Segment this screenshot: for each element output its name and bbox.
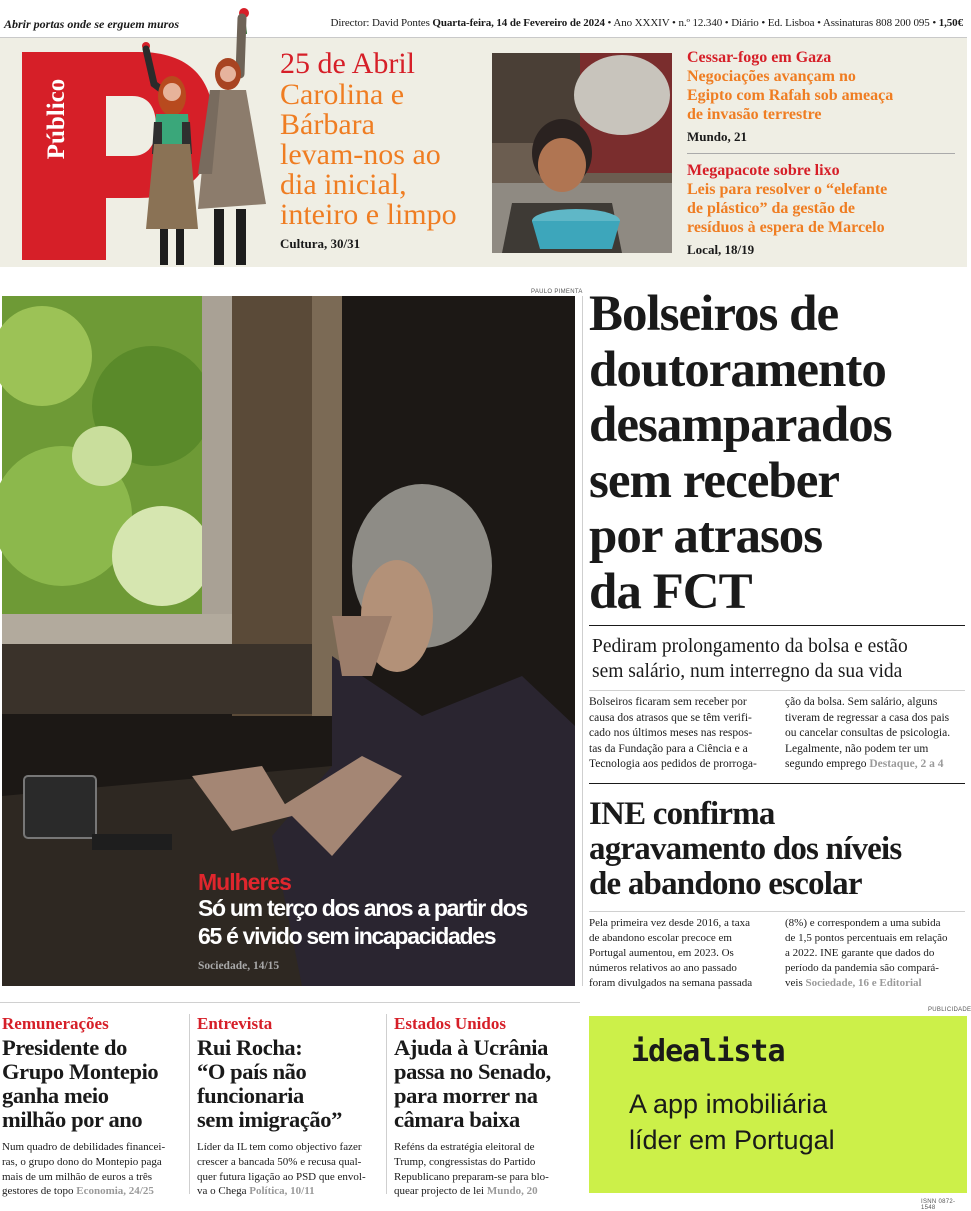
masthead-tagline: Abrir portas onde se erguem muros — [4, 17, 180, 31]
headline-line: Bolseiros de — [589, 286, 839, 342]
second-body-divider — [589, 911, 965, 912]
column-rule — [582, 296, 583, 986]
photo-ref: Sociedade, 14/15 — [198, 960, 280, 972]
body-line: cado nos últimos meses nas respos- — [589, 727, 753, 739]
bottom-story-rui-rocha[interactable] — [197, 1014, 381, 1199]
lead-body-divider — [589, 690, 965, 691]
headline-line: Ajuda à Ucrânia — [394, 1035, 549, 1060]
subscriptions: Assinaturas 808 200 095 — [822, 17, 930, 29]
ad-text — [629, 1086, 835, 1158]
body-line: Líder da IL tem como objectivo fazer — [197, 1141, 362, 1153]
headline-line: Rui Rocha: — [197, 1035, 303, 1060]
body-line: período da pandemia são compará- — [785, 962, 939, 974]
body-line: tiveram de regressar a casa dos pais — [785, 711, 950, 724]
bottom-rule-1 — [189, 1014, 190, 1194]
headline-line: Grupo Montepio — [2, 1059, 159, 1084]
body-line: quear projecto de lei — [394, 1185, 485, 1198]
headline-line: INE confirma — [589, 796, 775, 832]
standfirst-line: sem salário, num interregno da sua vida — [592, 661, 903, 682]
teaser-line: de plástico” da gestão de — [687, 200, 855, 217]
bottom-kicker: Estados Unidos — [394, 1014, 506, 1033]
logo-wordmark-box — [42, 60, 72, 178]
feature-line: Bárbara — [280, 108, 375, 141]
ad-line: líder em Portugal — [629, 1125, 835, 1155]
body-line: Republicano preparam-se para blo- — [394, 1170, 549, 1183]
body-line: segundo emprego — [785, 758, 867, 770]
body-line: foram divulgados na semana passada — [589, 977, 753, 989]
price: 1,50€ — [938, 17, 963, 29]
teaser-kicker: Megapacote sobre lixo — [687, 162, 840, 179]
gaza-photo — [492, 53, 672, 253]
idealista-logo: idealista — [631, 1034, 785, 1069]
bottom-body — [394, 1140, 580, 1199]
body-line: ou cancelar consultas de psicologia. — [785, 727, 951, 739]
year: Ano XXXIV — [613, 17, 670, 29]
headline-line: funcionaria — [197, 1083, 304, 1108]
headline-line: milhão por ano — [2, 1107, 143, 1132]
bottom-divider — [0, 1002, 580, 1003]
bottom-ref: Mundo, 20 — [486, 1185, 538, 1198]
ad-line: A app imobiliária — [629, 1089, 828, 1119]
feature-line: dia inicial, — [280, 168, 407, 201]
body-line: de 1,5 pontos percentuais em relação — [785, 932, 948, 944]
lead-body-col1 — [589, 695, 777, 773]
headline-line: doutoramento — [589, 341, 886, 398]
headline-line: sem receber — [589, 452, 839, 509]
headline-line: ganha meio — [2, 1083, 109, 1108]
second-headline[interactable] — [589, 797, 967, 902]
frequency: Diário — [731, 17, 759, 29]
bottom-headline — [394, 1036, 580, 1132]
body-line: Trump, congressistas do Partido — [394, 1155, 536, 1168]
feature-illustration — [132, 4, 282, 267]
teaser-lixo[interactable] — [687, 162, 957, 258]
headline-line: passa no Senado, — [394, 1059, 551, 1084]
headline-line: por atrasos — [589, 508, 823, 564]
caption-line: 65 é vivido sem incapacidades — [198, 923, 496, 949]
feature-headline — [280, 80, 485, 230]
issn: ISNN 0872-1548 — [921, 1199, 956, 1211]
body-line: quer futura ligação ao PSD que envol- — [197, 1170, 366, 1183]
bottom-ref: Política, 10/11 — [249, 1185, 315, 1198]
teaser-headline — [687, 180, 957, 237]
issue-number: n.º 12.340 — [678, 17, 723, 29]
feature-ref: Cultura, 30/31 — [280, 236, 361, 251]
body-line: crescer a bancada 50% e recusa qual- — [197, 1155, 362, 1168]
teaser-line: Negociações avançam no — [687, 68, 856, 85]
bottom-body — [197, 1140, 381, 1199]
body-line: veis — [785, 977, 803, 989]
body-line: Bolseiros ficaram sem receber por — [589, 696, 747, 708]
logo-wordmark: Público — [43, 78, 70, 160]
headline-line: Presidente do — [2, 1035, 127, 1060]
teaser-headline — [687, 67, 957, 124]
idealista-ad[interactable] — [589, 1016, 967, 1193]
lead-ref: Destaque, 2 a 4 — [869, 758, 944, 770]
body-line: números relativos ao ano passado — [589, 962, 737, 974]
teaser-ref: Mundo, 21 — [687, 129, 747, 144]
bottom-story-montepio[interactable] — [2, 1014, 182, 1199]
second-body-col2 — [785, 916, 967, 991]
second-divider — [589, 783, 965, 784]
teaser-kicker: Cessar-fogo em Gaza — [687, 49, 832, 66]
teaser-line: resíduos à espera de Marcelo — [687, 219, 885, 236]
body-line: de abandono escolar precoce em — [589, 932, 732, 944]
masthead-meta: Director: David Pontes Quarta-feira, 14 de Fevereiro de 2024 • Ano XXXIV • n.º 12.340 • Diário • Ed. Lisboa • Assinaturas 808 200 095 • 1,50€ — [330, 17, 963, 29]
standfirst-line: Pediram prolongamento da bolsa e estão — [592, 636, 908, 657]
teaser-gaza[interactable] — [687, 49, 957, 145]
body-line: Pela primeira vez desde 2016, a taxa — [589, 917, 750, 929]
director: Director: David Pontes — [330, 17, 430, 29]
headline-line: “O país não — [197, 1059, 307, 1084]
headline-line: sem imigração” — [197, 1107, 342, 1132]
edition: Ed. Lisboa — [767, 17, 815, 29]
lead-story[interactable] — [589, 287, 967, 620]
caption-line: Só um terço dos anos a partir dos — [198, 895, 528, 921]
teaser-divider — [687, 153, 955, 154]
photo-caption[interactable] — [198, 870, 568, 972]
body-line: causa dos atrasos que se têm verifi- — [589, 711, 752, 724]
bottom-story-ucrania[interactable] — [394, 1014, 580, 1199]
body-line: mais de um milhão de euros a três — [2, 1170, 152, 1183]
body-line: tas da Fundação para a Ciência e a — [589, 742, 748, 755]
headline-line: de abandono escolar — [589, 866, 862, 902]
teaser-ref: Local, 18/19 — [687, 242, 755, 257]
teaser-line: de invasão terrestre — [687, 106, 822, 123]
body-line: ras, o grupo dono do Montepio paga — [2, 1155, 162, 1168]
body-line: Portugal aumentou, em 2023. Os — [589, 947, 734, 959]
bottom-rule-2 — [386, 1014, 387, 1194]
headline-line: para morrer na — [394, 1083, 538, 1108]
bottom-body — [2, 1140, 182, 1199]
bottom-ref: Economia, 24/25 — [76, 1185, 154, 1198]
teaser-line: Leis para resolver o “elefante — [687, 181, 888, 198]
body-line: Legalmente, não podem ter um — [785, 742, 929, 755]
headline-line: da FCT — [589, 563, 752, 620]
photo-caption-text — [198, 894, 568, 950]
bottom-kicker: Remunerações — [2, 1014, 109, 1033]
lead-body-col2 — [785, 695, 967, 773]
photo-credit: PAULO PIMENTA — [531, 289, 583, 295]
ad-label: PUBLICIDADE — [928, 1007, 971, 1013]
body-line: gestores de topo — [2, 1185, 74, 1198]
headline-line: agravamento dos níveis — [589, 831, 902, 867]
body-line: Tecnologia aos pedidos de prorroga- — [589, 758, 757, 770]
body-line: (8%) e correspondem a uma subida — [785, 917, 941, 929]
body-line: va o Chega — [197, 1185, 247, 1198]
lead-divider — [589, 625, 965, 626]
headline-line: câmara baixa — [394, 1107, 520, 1132]
body-line: ção da bolsa. Sem salário, alguns — [785, 696, 938, 708]
feature-line: Carolina e — [280, 78, 405, 111]
body-line: Num quadro de debilidades financei- — [2, 1141, 166, 1153]
lead-standfirst — [592, 634, 964, 684]
bottom-kicker: Entrevista — [197, 1014, 273, 1033]
bottom-headline — [197, 1036, 381, 1132]
second-body-col1 — [589, 916, 777, 991]
second-ref: Sociedade, 16 e Editorial — [805, 977, 922, 989]
feature-line: levam-nos ao — [280, 138, 441, 171]
bottom-headline — [2, 1036, 182, 1132]
teaser-line: Egipto com Rafah sob ameaça — [687, 87, 894, 104]
photo-kicker: Mulheres — [198, 869, 291, 895]
body-line: Reféns da estratégia eleitoral de — [394, 1141, 535, 1153]
headline-line: desamparados — [589, 397, 892, 453]
feature-block[interactable] — [280, 48, 485, 252]
lead-headline — [589, 287, 967, 620]
feature-title: 25 de Abril — [280, 47, 415, 80]
feature-line: inteiro e limpo — [280, 198, 457, 231]
issue-date: Quarta-feira, 14 de Fevereiro de 2024 — [432, 17, 605, 29]
body-line: a 2022. INE garante que dados do — [785, 947, 935, 959]
